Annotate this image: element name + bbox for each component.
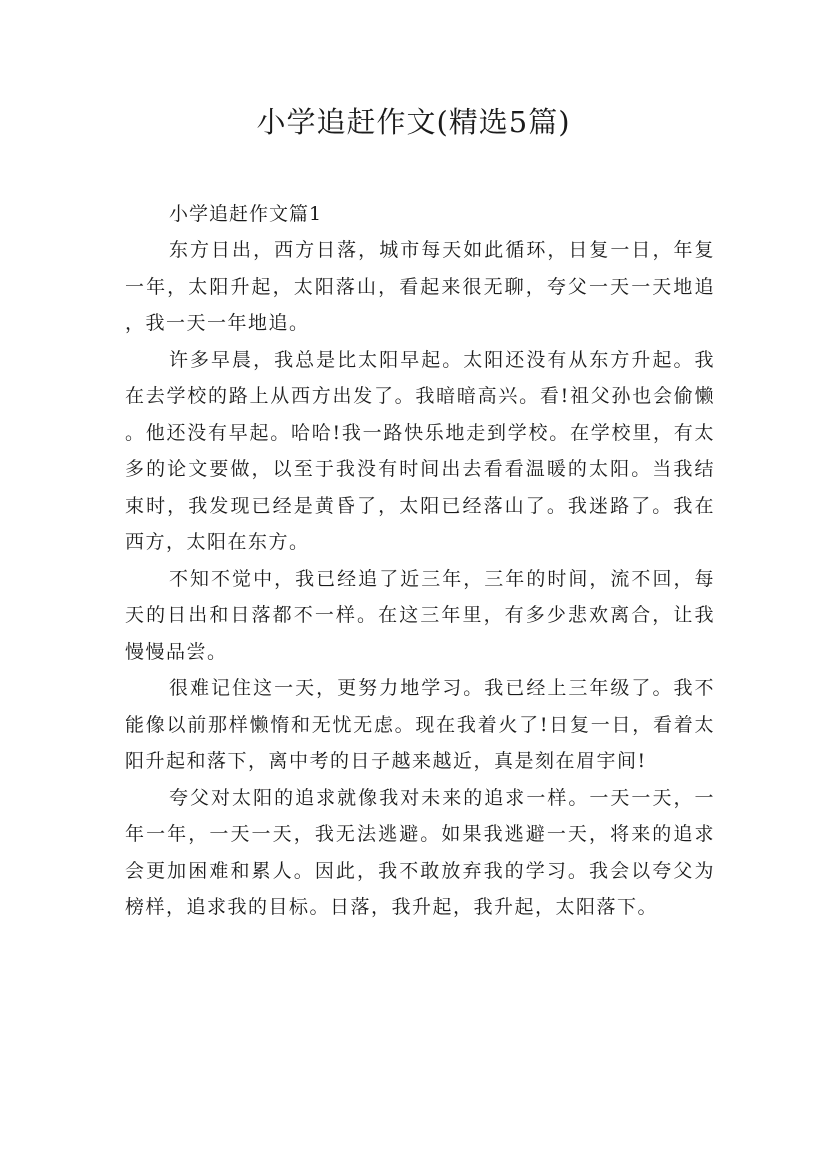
section-heading: 小学追赶作文篇1 <box>169 203 323 225</box>
paragraph-2: 许多早晨，我总是比太阳早起。太阳还没有从东方升起。我在去学校的路上从西方出发了。我暗暗高兴。看!祖父孙也会偷懒。他还没有早起。哈哈!我一路快乐地走到学校。在学校里，有太多的论文要做，以至于我没有时间出去看看温暖的太阳。当我结束时，我发现已经是黄昏了，太阳已经落山了。我迷路了。我在西方，太阳在东方。 <box>125 348 715 553</box>
paragraph-4: 很难记住这一天，更努力地学习。我已经上三年级了。我不能像以前那样懒惰和无忧无虑。现在我着火了!日复一日，看着太阳升起和落下，离中考的日子越来越近，真是刻在眉宇间! <box>125 677 715 772</box>
paragraph-5: 夸父对太阳的追求就像我对未来的追求一样。一天一天，一年一年，一天一天，我无法逃避。如果我逃避一天，将来的追求会更加困难和累人。因此，我不敢放弃我的学习。我会以夸父为榜样，追求我的目标。日落，我升起，我升起，太阳落下。 <box>125 786 715 918</box>
article-body <box>125 196 715 926</box>
paragraph-1: 东方日出，西方日落，城市每天如此循环，日复一日，年复一年，太阳升起，太阳落山，看起来很无聊，夸父一天一天地追，我一天一年地追。 <box>125 239 715 334</box>
paragraph-3: 不知不觉中，我已经追了近三年，三年的时间，流不回，每天的日出和日落都不一样。在这三年里，有多少悲欢离合，让我慢慢品尝。 <box>125 567 715 663</box>
page-title: 小学追赶作文(精选5篇) <box>256 105 571 139</box>
